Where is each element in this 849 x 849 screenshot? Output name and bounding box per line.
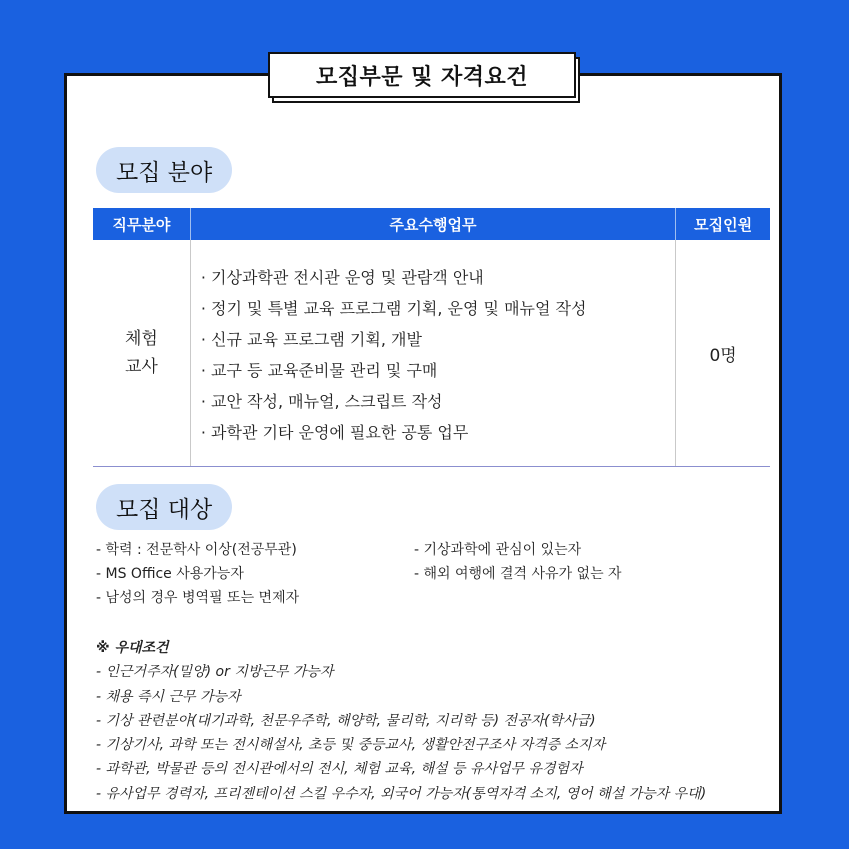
duties-cell bbox=[191, 240, 676, 466]
page-title: 모집부문 및 자격요건 bbox=[268, 52, 576, 98]
duty-item: · 교구 등 교육준비물 관리 및 구매 bbox=[200, 361, 438, 380]
table-header-row bbox=[93, 208, 770, 240]
requirement-item: - 해외 여행에 결격 사유가 없는 자 bbox=[414, 566, 622, 582]
preferred-item: - 채용 즉시 근무 가능자 bbox=[96, 688, 241, 705]
duty-item: · 정기 및 특별 교육 프로그램 기획, 운영 및 매뉴얼 작성 bbox=[200, 299, 587, 318]
preferred-conditions bbox=[96, 636, 706, 806]
preferred-item: - 기상 관련분야(대기과학, 천문우주학, 해양학, 물리학, 지리학 등) 전공자(학사급) bbox=[96, 712, 596, 729]
preferred-item: - 기상기사, 과학 또는 전시해설사, 초등 및 중등교사, 생활안전구조사 자격증 소지자 bbox=[96, 737, 606, 754]
job-table bbox=[93, 208, 770, 467]
preferred-item: - 유사업무 경력자, 프리젠테이션 스킬 우수자, 외국어 가능자(통역자격 소지, 영어 해설 가능자 우대) bbox=[96, 785, 707, 802]
job-field-line: 교사 bbox=[125, 357, 158, 377]
header-main-duties: 주요수행업무 bbox=[191, 208, 677, 240]
section-heading-target: 모집 대상 bbox=[96, 484, 232, 530]
job-field-line: 체험 bbox=[125, 329, 158, 349]
table-row bbox=[93, 240, 770, 467]
requirement-item: - 기상과학에 관심이 있는자 bbox=[414, 542, 582, 558]
preferred-item: - 과학관, 박물관 등의 전시관에서의 전시, 체험 교육, 해설 등 유사업무 유경험자 bbox=[96, 761, 583, 778]
duty-item: · 과학관 기타 운영에 필요한 공통 업무 bbox=[200, 423, 469, 442]
header-job-field: 직무분야 bbox=[93, 208, 191, 240]
title-banner bbox=[268, 52, 580, 102]
requirements-left bbox=[96, 538, 299, 610]
requirement-item: - MS Office 사용가능자 bbox=[96, 566, 244, 582]
duty-item: · 기상과학관 전시관 운영 및 관람객 안내 bbox=[200, 268, 484, 287]
section-heading-field: 모집 분야 bbox=[96, 147, 232, 193]
requirements-right bbox=[414, 538, 622, 586]
requirement-item: - 남성의 경우 병역필 또는 면제자 bbox=[96, 590, 300, 606]
requirement-item: - 학력 : 전문학사 이상(전공무관) bbox=[96, 542, 297, 558]
job-field-cell bbox=[93, 240, 191, 466]
header-headcount: 모집인원 bbox=[694, 215, 753, 234]
duty-item: · 교안 작성, 매뉴얼, 스크립트 작성 bbox=[200, 392, 443, 411]
headcount-cell: 0명 bbox=[709, 345, 737, 366]
preferred-item: - 인근거주자(밀양) or 지방근무 가능자 bbox=[96, 664, 334, 681]
preferred-heading: ※ 우대조건 bbox=[96, 640, 169, 656]
duty-item: · 신규 교육 프로그램 기획, 개발 bbox=[200, 330, 422, 349]
